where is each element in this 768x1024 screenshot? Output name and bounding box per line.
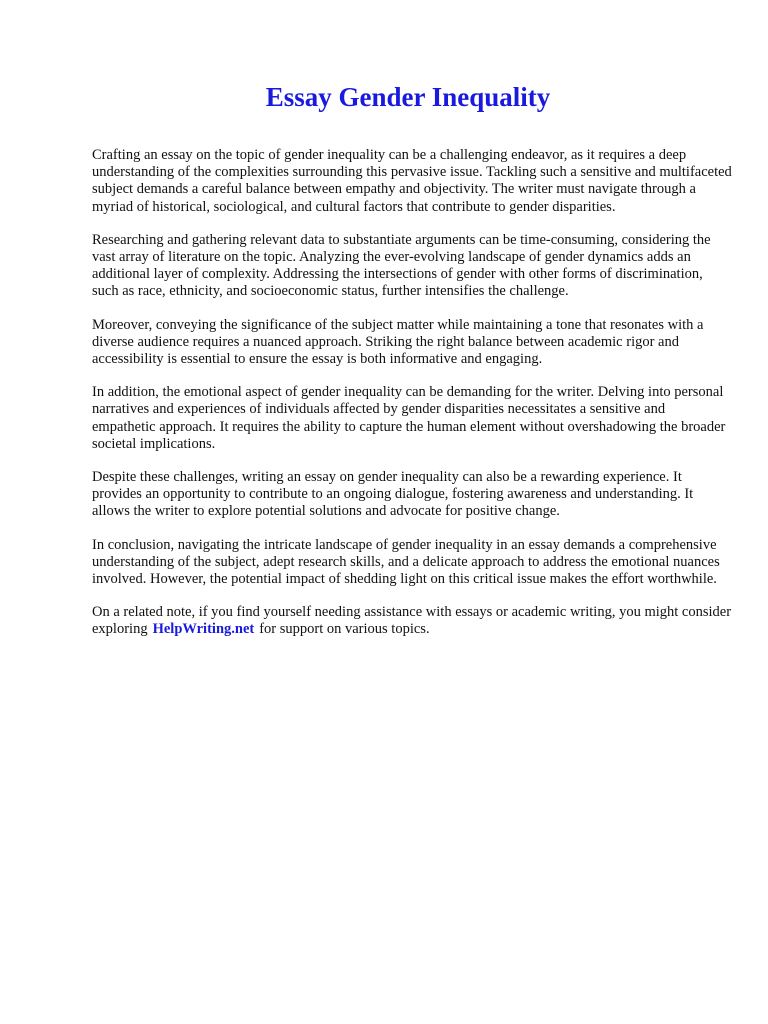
paragraph-6: In conclusion, navigating the intricate landscape of gender inequality in an essay demands a comprehensive understanding of the subject, adept research skills, and a delicate approach to address the emotional nuances involved. However, the potential impact of shedding light on this critical issue makes the effort worthwhile.: [92, 536, 720, 588]
helpwriting-link[interactable]: HelpWriting.net: [152, 621, 255, 638]
document-body: [92, 147, 732, 655]
document-title: Essay Gender Inequality: [265, 82, 551, 112]
closing-text-before-link: On a related note, if you find yourself needing assistance with essays or academic writing, you might consider exploring: [92, 604, 732, 638]
closing-text-after-link: for support on various topics.: [259, 621, 430, 638]
paragraph-3: Moreover, conveying the significance of the subject matter while maintaining a tone that resonates with a diverse audience requires a nuanced approach. Striking the right balance between academic rigor and accessibility is essential to ensure the essay is both informative and engaging.: [92, 316, 704, 368]
paragraph-5: Despite these challenges, writing an essay on gender inequality can also be a rewarding experience. It provides an opportunity to contribute to an ongoing dialogue, fostering awareness and understanding. It allows the writer to explore potential solutions and advocate for positive change.: [92, 469, 694, 520]
paragraph-1: Crafting an essay on the topic of gender inequality can be a challenging endeavor, as it requires a deep understanding of the complexities surrounding this pervasive issue. Tackling such a sensitive and multifaceted subject demands a careful balance between empathy and objectivity. The writer must navigate through a myriad of historical, sociological, and cultural factors that contribute to gender disparities.: [92, 147, 732, 215]
paragraph-4: In addition, the emotional aspect of gender inequality can be demanding for the writer. Delving into personal narratives and experiences of individuals affected by gender disparities necessitates a sensitive and empathetic approach. It requires the ability to capture the human element without overshadowing the broader societal implications.: [92, 384, 726, 452]
closing-paragraph: [92, 604, 732, 638]
paragraph-2: Researching and gathering relevant data to substantiate arguments can be time-consuming, considering the vast array of literature on the topic. Analyzing the ever-evolving landscape of gender dynamics adds an additional layer of complexity. Addressing the intersections of gender with other forms of discrimination, such as race, ethnicity, and socioeconomic status, further intensifies the challenge.: [92, 231, 711, 300]
